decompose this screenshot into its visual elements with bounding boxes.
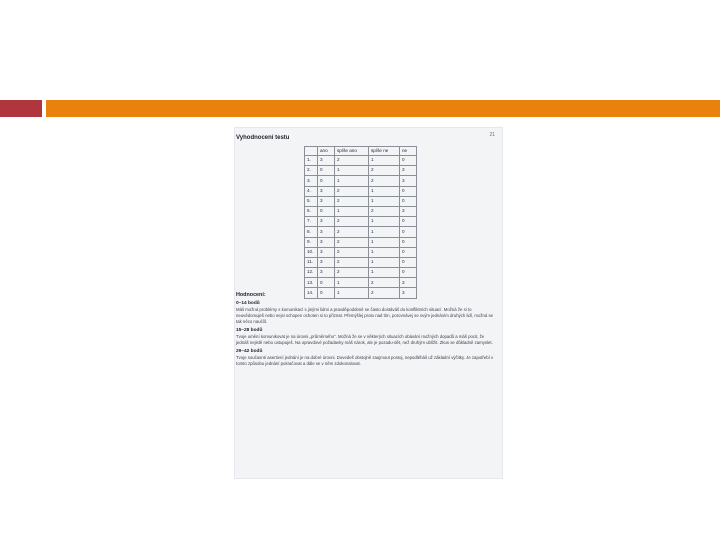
question-number-cell: 5. bbox=[305, 196, 318, 206]
table-header-row bbox=[305, 147, 417, 156]
score-cell: 1 bbox=[369, 196, 400, 206]
score-cell: 3 bbox=[318, 186, 335, 196]
table-header-cell: ano bbox=[318, 147, 335, 156]
range-description: Tvoje současné asertivní jednání je na dobré úrovni. Dovedeš obstojně zaujmout postoj, nepodléháš už základní výčitky. Je zapotřebí v tomto způsobu jednání pokračovat a dále se v něm zdokonalovat. bbox=[236, 355, 494, 366]
score-cell: 3 bbox=[318, 217, 335, 227]
score-cell: 2 bbox=[335, 156, 369, 166]
score-cell: 2 bbox=[369, 278, 400, 288]
table-header-cell: ne bbox=[400, 147, 417, 156]
score-cell: 2 bbox=[369, 288, 400, 298]
question-number-cell: 1. bbox=[305, 156, 318, 166]
table-row bbox=[305, 176, 417, 186]
score-cell: 2 bbox=[369, 206, 400, 216]
score-cell: 2 bbox=[369, 166, 400, 176]
score-cell: 0 bbox=[400, 268, 417, 278]
evaluation-heading: Hodnocení: bbox=[236, 292, 266, 298]
score-cell: 1 bbox=[335, 288, 369, 298]
score-cell: 1 bbox=[335, 166, 369, 176]
question-number-cell: 4. bbox=[305, 186, 318, 196]
table-row bbox=[305, 247, 417, 257]
table-row bbox=[305, 217, 417, 227]
table-row bbox=[305, 278, 417, 288]
table-header-cell bbox=[305, 147, 318, 156]
question-number-cell: 6. bbox=[305, 206, 318, 216]
table-row bbox=[305, 186, 417, 196]
table-row bbox=[305, 166, 417, 176]
question-number-cell: 9. bbox=[305, 237, 318, 247]
table-row bbox=[305, 268, 417, 278]
scanned-page bbox=[234, 127, 503, 479]
question-number-cell: 14. bbox=[305, 288, 318, 298]
scores-table bbox=[304, 146, 417, 299]
table-row bbox=[305, 156, 417, 166]
score-cell: 2 bbox=[335, 247, 369, 257]
score-cell: 3 bbox=[318, 196, 335, 206]
question-number-cell: 3. bbox=[305, 176, 318, 186]
score-cell: 0 bbox=[318, 288, 335, 298]
question-number-cell: 11. bbox=[305, 257, 318, 267]
score-cell: 0 bbox=[400, 217, 417, 227]
score-cell: 3 bbox=[318, 247, 335, 257]
score-cell: 1 bbox=[369, 257, 400, 267]
table-body bbox=[305, 156, 417, 299]
score-cell: 2 bbox=[369, 176, 400, 186]
score-cell: 0 bbox=[400, 186, 417, 196]
score-cell: 0 bbox=[400, 257, 417, 267]
score-cell: 1 bbox=[369, 186, 400, 196]
score-cell: 0 bbox=[400, 227, 417, 237]
table-row bbox=[305, 237, 417, 247]
score-cell: 3 bbox=[400, 176, 417, 186]
table-header-cell: spíše ne bbox=[369, 147, 400, 156]
question-number-cell: 10. bbox=[305, 247, 318, 257]
accent-bar-right bbox=[46, 100, 720, 117]
question-number-cell: 12. bbox=[305, 268, 318, 278]
table-row bbox=[305, 196, 417, 206]
table-header-cell: spíše ano bbox=[335, 147, 369, 156]
score-range: 29–42 bodů bbox=[236, 349, 263, 354]
question-number-cell: 7. bbox=[305, 217, 318, 227]
score-cell: 3 bbox=[318, 257, 335, 267]
score-cell: 2 bbox=[335, 237, 369, 247]
score-cell: 3 bbox=[318, 156, 335, 166]
table-row bbox=[305, 257, 417, 267]
score-cell: 2 bbox=[335, 268, 369, 278]
score-cell: 3 bbox=[400, 166, 417, 176]
score-cell: 2 bbox=[335, 227, 369, 237]
range-description: Tvoje umění komunikovat je na úrovni „průměrného“. Možná že se v některých situacích obávání možných dopadů a máš pocit, že jednáš nejistě nebo ustupuješ. Na opravdové požadavky máš nárok, ale je pozadu-dět, než druhým ublížit. Zkus se důkladně zamyslet. bbox=[236, 334, 493, 345]
score-cell: 0 bbox=[400, 247, 417, 257]
question-number-cell: 13. bbox=[305, 278, 318, 288]
score-cell: 3 bbox=[400, 278, 417, 288]
score-cell: 0 bbox=[400, 156, 417, 166]
question-number-cell: 8. bbox=[305, 227, 318, 237]
score-cell: 0 bbox=[318, 176, 335, 186]
accent-bar-left bbox=[0, 100, 42, 117]
score-cell: 3 bbox=[318, 268, 335, 278]
score-cell: 1 bbox=[369, 237, 400, 247]
range-description: Máš možná problémy s komunikací s jinými lidmi a pravděpodobně se často dostáváš do konfliktních situací. Možná že si to neuvědomuješ nebo nejsi schopen ochoten si to přiznat. Přemýšlej proto nad tím, porovnávej se svým jednáním druhých lidí, možná se tak něco naučíš. bbox=[236, 307, 493, 324]
score-cell: 1 bbox=[369, 227, 400, 237]
score-cell: 1 bbox=[335, 176, 369, 186]
score-cell: 2 bbox=[335, 196, 369, 206]
evaluation-sections bbox=[236, 301, 494, 367]
question-number-cell: 2. bbox=[305, 166, 318, 176]
score-cell: 2 bbox=[335, 257, 369, 267]
evaluation-section bbox=[236, 292, 494, 367]
score-cell: 0 bbox=[400, 237, 417, 247]
score-cell: 0 bbox=[318, 206, 335, 216]
document-title: Vyhodnocení testu bbox=[236, 135, 290, 141]
table-row bbox=[305, 206, 417, 216]
score-range: 0–14 bodů bbox=[236, 301, 260, 306]
score-cell: 1 bbox=[369, 156, 400, 166]
score-cell: 3 bbox=[400, 288, 417, 298]
score-cell: 3 bbox=[318, 237, 335, 247]
score-cell: 3 bbox=[400, 206, 417, 216]
score-cell: 3 bbox=[318, 227, 335, 237]
score-cell: 1 bbox=[335, 278, 369, 288]
score-cell: 1 bbox=[335, 206, 369, 216]
score-cell: 2 bbox=[335, 186, 369, 196]
score-cell: 0 bbox=[318, 166, 335, 176]
score-cell: 1 bbox=[369, 247, 400, 257]
score-range: 15–28 bodů bbox=[236, 328, 263, 333]
score-cell: 1 bbox=[369, 217, 400, 227]
score-cell: 1 bbox=[369, 268, 400, 278]
table-row bbox=[305, 227, 417, 237]
score-cell: 0 bbox=[318, 278, 335, 288]
score-cell: 2 bbox=[335, 217, 369, 227]
score-cell: 0 bbox=[400, 196, 417, 206]
page-number: 21 bbox=[489, 132, 495, 138]
